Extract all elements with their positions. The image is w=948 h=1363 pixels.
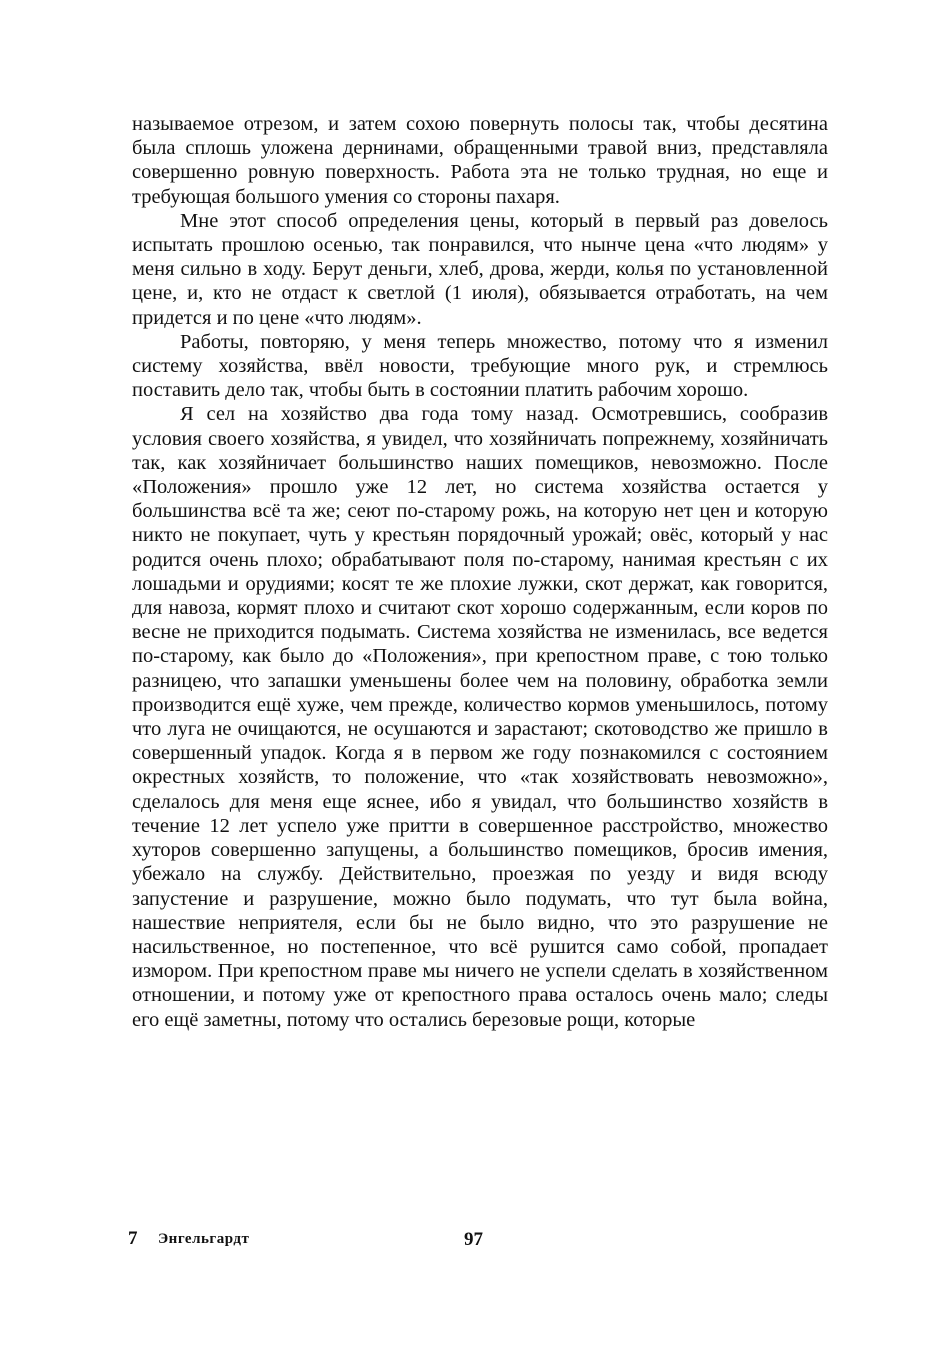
paragraph-3: Работы, повторяю, у меня теперь множество, потому что я изменил систему хозяйства, ввёл новости, требующие много рук, и стремлюсь поставить дело так, чтобы быть в состоянии платить рабочим хорошо. [132,330,828,402]
page-body [132,112,828,1032]
signature-number: 7 [128,1228,138,1249]
paragraph-1: называемое отрезом, и затем сохою повернуть полосы так, чтобы десятина была сплошь уложена дернинами, обращенными травой вниз, представляла совершенно ровную поверхность. Работа эта не только трудная, но еще и требующая большого умения со стороны пахаря. [132,113,828,208]
paragraph-2: Мне этот способ определения цены, который в первый раз довелось испытать прошлою осенью, так понравился, что нынче цена «что людям» у меня сильно в ходу. Берут деньги, хлеб, дрова, жерди, колья по установленной цене, и, кто не отдаст к светлой (1 июля), обязывается отработать, на чем придется и по цене «что людям». [132,209,828,329]
page-number: 97 [464,1229,483,1250]
paragraph-4: Я сел на хозяйство два года тому назад. Осмотревшись, сообразив условия своего хозяйства, я увидел, что хозяйничать попрежнему, хозяйничать так, как хозяйничает большинство наших помещиков, невозможно. После «Положения» прошло уже 12 лет, но система хозяйства остается у большинства всё та же; сеют по-старому рожь, на которую нет цен и которую никто не покупает, чуть у крестьян порядочный урожай; овёс, который у нас родится очень плохо; обрабатывают поля по-старому, нанимая крестьян с их лошадьми и орудиями; косят те же плохие лужки, скот держат, как говорится, для навоза, кормят плохо и считают скот хорошо содержанным, если коров по весне не приходится подымать. Система хозяйства не изменилась, все ведется по-старому, как было до «Положения», при крепостном праве, с тою только разницею, что запашки уменьшены более чем на половину, обработка земли производится ещё хуже, чем прежде, количество кормов уменьшилось, потому что луга не очищаются, не осушаются и зарастают; скотоводство же пришло в совершенный упадок. Когда я в первом же году познакомился с состоянием окрестных хозяйств, то положение, что «так хозяйствовать невозможно», сделалось для меня еще яснее, ибо я увидал, что большинство хозяйств в течение 12 лет успело уже притти в совершенное расстройство, множество хуторов совершенно запущены, а большинство помещиков, бросив имения, убежало на службу. Действительно, проезжая по уезду и видя всюду запустение и разрушение, можно было подумать, что тут была война, нашествие неприятеля, если бы не было видно, что это разрушение не насильственное, но постепенное, что всё рушится само собой, пропадает измором. При крепостном праве мы ничего не успели сделать в хозяйственном отношении, и потому уже от крепостного права осталось очень мало; следы его ещё заметны, потому что остались березовые рощи, которые [132,403,828,1031]
signature-name: Энгельгардт [158,1231,250,1247]
page-footer [128,1228,828,1256]
